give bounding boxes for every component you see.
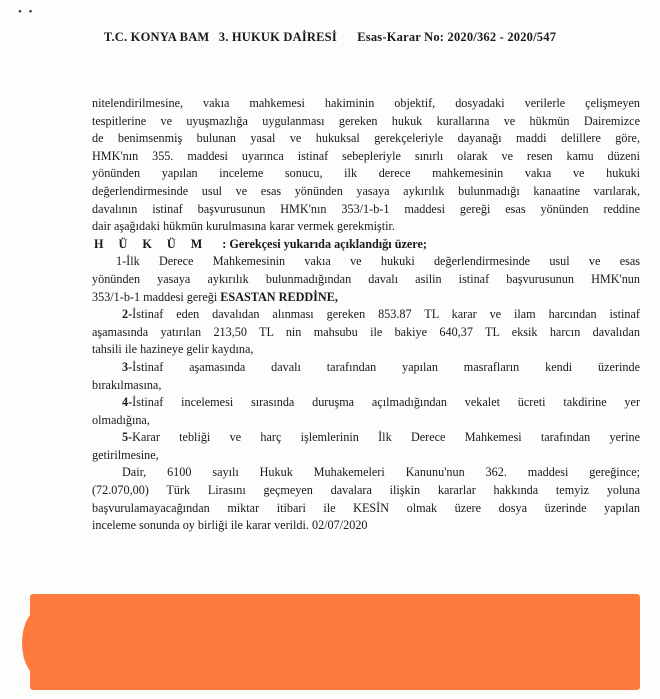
verdict-heading: [92, 236, 640, 254]
verdict-title: H Ü K Ü M: [94, 236, 209, 251]
item-2-text: İstinaf eden davalıdan alınması gereken 853.87 TL karar ve ilam harcından istinaf: [132, 307, 640, 322]
item-1-line: 1-İlk Derece Mahkemesinin vakıa ve hukuki değerlendirmesinde usul ve esas: [116, 254, 640, 269]
item-1-line: [92, 289, 640, 307]
case-number: Esas-Karar No: 2020/362 - 2020/547: [357, 30, 557, 44]
item-3-number: 3-: [122, 359, 133, 374]
verdict-subtitle: : Gerekçesi yukarıda açıklandığı üzere;: [222, 236, 427, 251]
closing-line: Dair, 6100 sayılı Hukuk Muhakemeleri Kanunu'nun 362. maddesi gereğince;: [122, 465, 640, 480]
item-4-number: 4-: [122, 395, 133, 410]
item-1-text: 353/1-b-1 maddesi gereği: [92, 289, 221, 304]
item-2-line: aşamasında yatırılan 213,50 TL nin mahsubu ile bakiye 640,37 TL eksik harcın davalıdan: [92, 324, 640, 339]
item-4-text: İstinaf incelemesi sırasında duruşma açılmadığından vekalet ücreti takdirine yer: [132, 395, 640, 410]
item-5-text: Karar tebliği ve harç işlemlerinin İlk Derece Mahkemesi tarafından yerine: [132, 430, 640, 445]
court-name: T.C. KONYA BAM: [103, 30, 210, 44]
item-4-line: olmadığına,: [92, 412, 150, 427]
item-2-number: 2-: [122, 307, 133, 322]
intro-line: HMK'nın 355. maddesi uyarınca istinaf sebepleriyle sınırlı olarak ve resen kamu düzeni: [92, 148, 640, 163]
intro-line: davalının istinaf başvurusunun HMK'nın 353/1-b-1 maddesi gereği esas yönünden reddine: [92, 201, 640, 216]
closing-line: (72.070,00) Türk Lirasını geçmeyen davalara ilişkin kararlar hakkında temyiz yoluna: [92, 483, 640, 498]
item-2-line: tahsili ile hazineye gelir kaydına,: [92, 342, 254, 357]
item-3-line: bırakılmasına,: [92, 377, 162, 392]
item-5-line: getirilmesine,: [92, 447, 159, 462]
item-3-text: İstinaf aşamasında davalı tarafından yapılan masrafların kendi üzerinde: [132, 359, 640, 374]
document-body: [92, 95, 640, 535]
intro-line: tespitlerine ve uyuşmazlığa uygulanması gereken hukuk kurallarına ve hükmün Dairemizce: [92, 113, 640, 128]
closing-line: başvurulamayacağından miktar itibari ile KESİN olmak üzere dosya üzerinde yapılan: [92, 500, 640, 515]
chamber-name: 3. HUKUK DAİRESİ: [218, 30, 337, 44]
corner-mark: • •: [18, 6, 35, 18]
item-3-line: [92, 359, 640, 377]
redaction-block: [30, 594, 640, 690]
item-1-line: yönünden yasaya aykırılık bulunmadığından davalı asilin istinaf başvurusunun HMK'nun: [92, 271, 640, 286]
item-5-line: [92, 429, 640, 447]
document-header: [0, 30, 660, 45]
intro-line: nitelendirilmesine, vakıa mahkemesi hakiminin objektif, dosyadaki verilerle çelişmeyen: [92, 96, 640, 110]
item-5-number: 5-: [122, 430, 133, 445]
item-4-line: [92, 394, 640, 412]
intro-line: değerlendirmesinde usul ve esas yönünden yasaya aykırılık bulunmadığı kanaatine varılarak,: [92, 183, 640, 198]
item-2-line: [92, 306, 640, 324]
intro-line: de benimsenmiş bulunan yasal ve hukuksal gerekçeleriyle dayanağı maddi delillere göre,: [92, 131, 640, 146]
closing-line: inceleme sonunda oy birliği ile karar verildi. 02/07/2020: [92, 518, 368, 533]
intro-line: yönünden yapılan inceleme sonucu, ilk derece mahkemesinin vakıa ve hukuki: [92, 166, 640, 181]
item-1-decision: ESASTAN REDDİNE,: [220, 289, 338, 304]
intro-line: dair aşağıdaki hükmün kurulmasına karar vermek gerekmiştir.: [92, 219, 395, 234]
